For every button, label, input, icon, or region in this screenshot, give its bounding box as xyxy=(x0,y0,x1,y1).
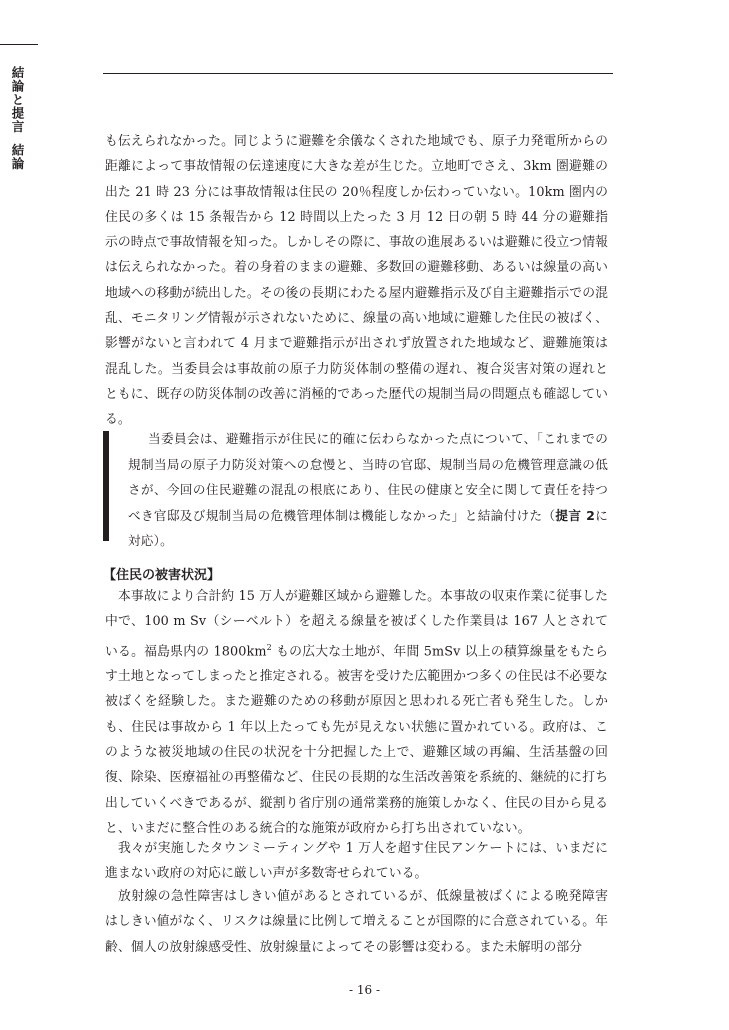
side-rule xyxy=(0,44,38,45)
callout-proposal-ref: 提言 2 xyxy=(555,507,596,523)
callout-body: 当委員会は、避難指示が住民に的確に伝わらなかった点について、「これまでの規制当局の原子力防災対策への怠慢と、当時の官邸、規制当局の危機管理意識の低さが、今回の住民避難の混乱の根底にあり、住民の健康と安全に関して責任を持つべき官邸及び規制当局の危機管理体制は機能しなかった」と結論付けた（ xyxy=(128,431,608,523)
body-paragraph-1: も伝えられなかった。同じように避難を余儀なくされた地域でも、原子力発電所からの距離によって事故情報の伝達速度に大きな差が生じた。立地町でさえ、3km 圏避難の出た 21 時 23 分には事故情報は住民の 20％程度しか伝わっていない。10km 圏内の住民の多くは 15 条報告から 12 時間以上たった 3 月 12 日の朝 5 時 44 分の避難指示の時点で事故情報を知った。しかしその際に、事故の進展あるいは避難に役立つ情報は伝えられなかった。着の身着のままの避難、多数回の避難移動、あるいは線量の高い地域への移動が続出した。その後の長期にわたる屋内避難指示及び自主避難指示での混乱、モニタリング情報が示されないために、線量の高い地域に避難した住民の被ばく、影響がないと言われて 4 月まで避難指示が出されず放置された地域など、避難施策は混乱した。当委員会は事故前の原子力防災体制の整備の遅れ、複合災害対策の遅れとともに、既存の防災体制の改善に消極的であった歴代の規制当局の問題点も確認している。 xyxy=(105,134,608,428)
header-rule xyxy=(103,73,613,74)
body-paragraph-4: 放射線の急性障害はしきい値があるとされているが、低線量被ばくによる晩発障害はしきい値がなく、リスクは線量に比例して増えることが国際的に合意されている。年齢、個人の放射線感受性、放射線量によってその影響は変わる。また未解明の部分 xyxy=(105,889,608,955)
side-label-section: 結論 xyxy=(10,143,25,171)
conclusion-callout xyxy=(103,426,610,548)
callout-text xyxy=(128,426,608,554)
superscript-2: 2 xyxy=(266,642,272,652)
page-number: - 16 - xyxy=(348,983,380,997)
paragraph-2-part-b: もの広大な土地が、年間 5mSv 以上の積算線量をもたらす土地となってしまったと推定される。被害を受けた広範囲かつ多くの住民は不必要な被ばくを経験した。また避難のための移動が原因と思われる死亡者も発生した。しかも、住民は事故から 1 年以上たっても先が見えない状態に置かれている。政府は、このような被災地域の住民の状況を十分把握した上で、避難区域の再編、生活基盤の回復、除染、医療福祉の再整備など、住民の長期的な生活改善策を系統的、継続的に打ち出していくべきであるが、縦割り省庁別の通常業務的施策しかなく、住民の目から見ると、いまだに整合性のある統合的な施策が政府から打ち出されていない。 xyxy=(105,643,608,836)
side-label-chapter: 結論と提言 xyxy=(10,66,25,134)
body-paragraph-3: 我々が実施したタウンミーティングや 1 万人を超す住民アンケートには、いまだに進まない政府の対応に厳しい声が多数寄せられている。 xyxy=(105,841,608,882)
chapter-side-label xyxy=(9,66,25,171)
paragraph-2-part-a: 本事故により合計約 15 万人が避難区域から避難した。本事故の収束作業に従事した中で、100 m Sv（シーベルト）を超える線量を被ばくした作業員は 167 人とされている。福島県内の 1800km xyxy=(105,589,608,659)
section-heading: 【住民の被害状況】 xyxy=(103,568,221,583)
body-paragraph-2 xyxy=(105,584,608,841)
callout-tail: に対応）。 xyxy=(128,507,608,548)
callout-bar xyxy=(103,431,109,541)
